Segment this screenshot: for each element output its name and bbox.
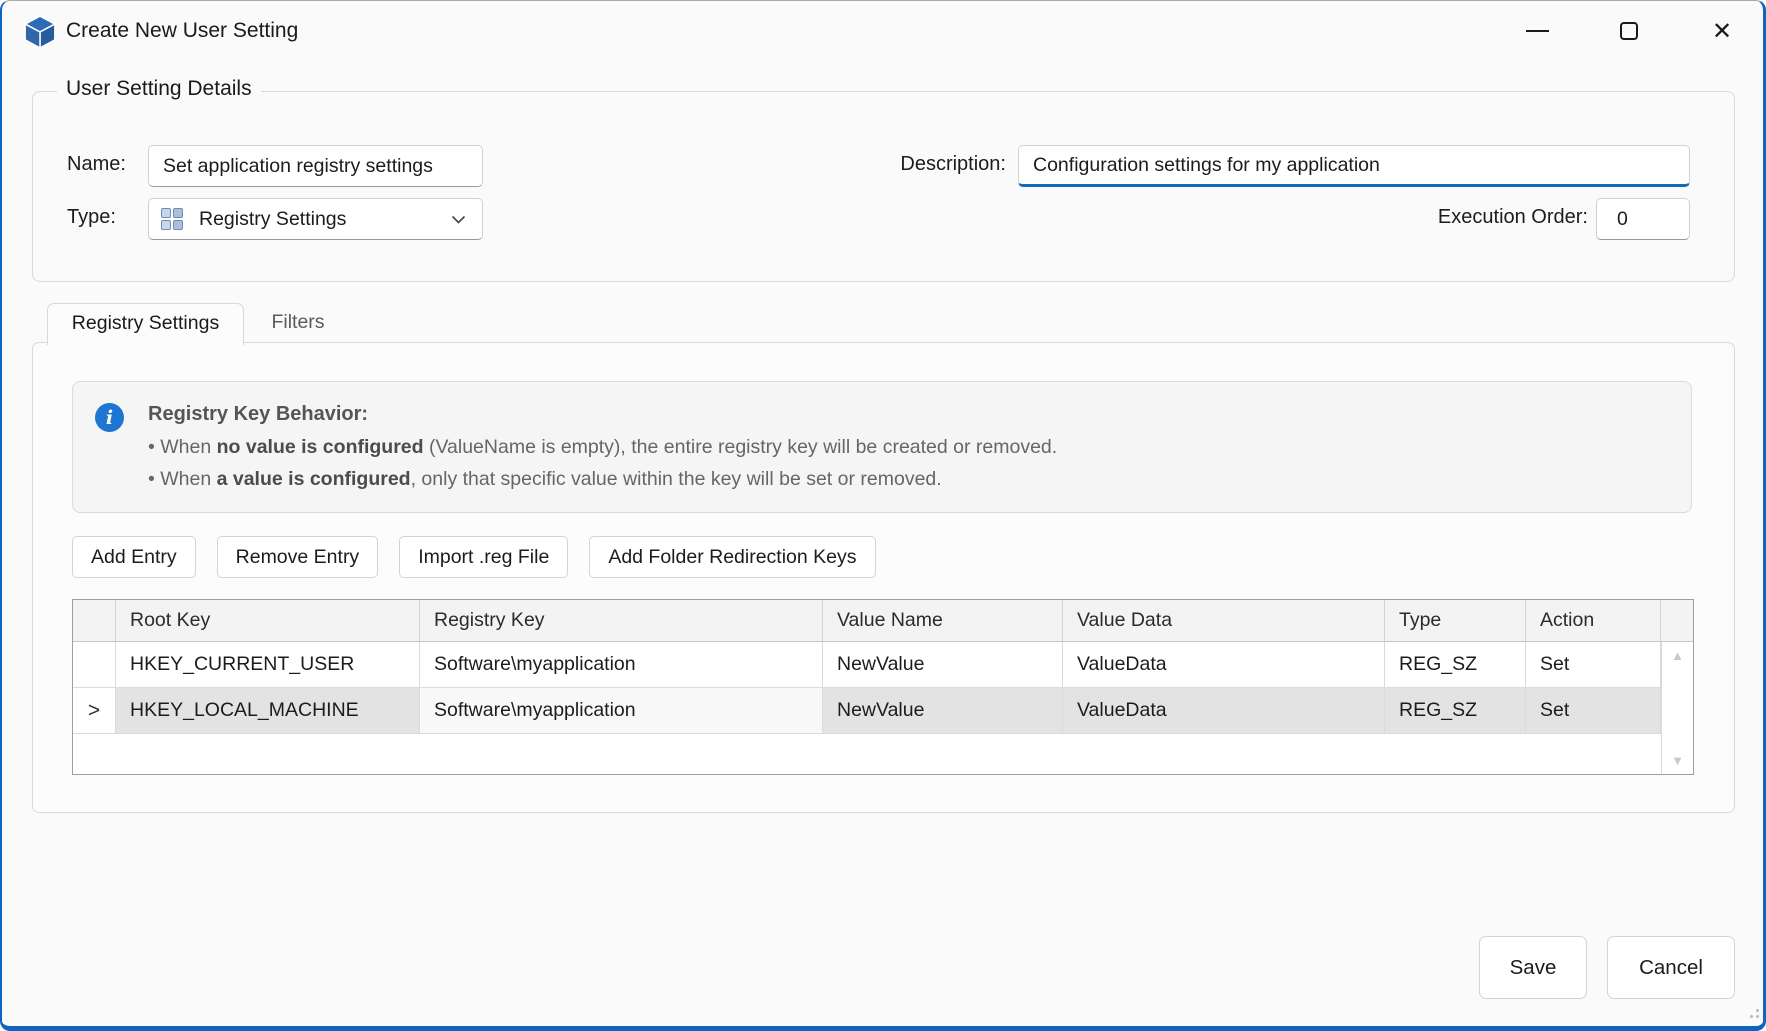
registry-type-icon (161, 208, 183, 230)
user-setting-details-group (32, 77, 1735, 282)
header-action[interactable]: Action (1526, 600, 1661, 642)
execution-order-label: Execution Order: (1437, 206, 1588, 228)
cell-registry-key[interactable]: Software\myapplication (420, 688, 823, 734)
scroll-up-icon[interactable]: ▲ (1671, 648, 1684, 663)
window-title: Create New User Setting (66, 19, 299, 42)
row2-selector[interactable] (73, 688, 116, 734)
minimize-button[interactable] (1514, 8, 1560, 54)
execution-order-input[interactable] (1596, 198, 1690, 240)
registry-behavior-infobox (72, 381, 1692, 513)
infobox-bullet-2: • When a value is configured, only that specific value within the key will be set or removed. (148, 468, 942, 490)
resize-grip[interactable] (1744, 1003, 1760, 1019)
infobox-bullet-1: • When no value is configured (ValueName is empty), the entire registry key will be created or removed. (148, 436, 1058, 458)
grid-toolbar (72, 536, 876, 578)
tab-registry-settings-label: Registry Settings (71, 312, 220, 334)
tab-filters-label: Filters (271, 311, 325, 333)
cell-registry-key[interactable]: Software\myapplication (420, 642, 823, 688)
name-input[interactable] (148, 145, 483, 187)
tab-filters[interactable] (244, 303, 352, 344)
import-reg-file-button[interactable]: Import .reg File (399, 536, 568, 578)
name-label: Name: (67, 153, 126, 175)
tab-registry-settings[interactable] (47, 303, 244, 345)
close-icon: ✕ (1711, 17, 1733, 45)
header-registry-key[interactable]: Registry Key (420, 600, 823, 642)
type-label: Type: (67, 206, 116, 228)
cell-type[interactable]: REG_SZ (1385, 688, 1526, 734)
minimize-icon (1526, 30, 1549, 32)
chevron-down-icon (451, 215, 466, 224)
cell-action[interactable]: Set (1526, 642, 1661, 688)
close-button[interactable] (1699, 8, 1745, 54)
info-icon: i (95, 403, 124, 432)
add-folder-redirection-keys-button[interactable]: Add Folder Redirection Keys (589, 536, 875, 578)
title-bar (2, 1, 1763, 61)
header-selector-cell (73, 600, 116, 642)
grid-empty-area (73, 734, 1661, 774)
cell-root-key[interactable]: HKEY_CURRENT_USER (116, 642, 420, 688)
grid-scrollbar[interactable] (1661, 642, 1693, 774)
infobox-title: Registry Key Behavior: (148, 403, 369, 425)
row1-selector[interactable] (73, 642, 116, 688)
type-selected-value: Registry Settings (199, 207, 347, 230)
header-root-key[interactable]: Root Key (116, 600, 420, 642)
maximize-button[interactable] (1606, 8, 1652, 54)
description-input[interactable] (1018, 145, 1690, 187)
add-entry-button[interactable]: Add Entry (72, 536, 196, 578)
registry-entries-grid (72, 599, 1694, 775)
header-type[interactable]: Type (1385, 600, 1526, 642)
remove-entry-button[interactable]: Remove Entry (217, 536, 379, 578)
cell-action[interactable]: Set (1526, 688, 1661, 734)
header-scrollbar-cell (1661, 600, 1693, 642)
maximize-icon (1620, 22, 1638, 40)
save-button[interactable]: Save (1479, 936, 1587, 999)
type-dropdown[interactable] (148, 198, 483, 240)
cell-type[interactable]: REG_SZ (1385, 642, 1526, 688)
cell-value-name[interactable]: NewValue (823, 688, 1063, 734)
cell-value-name[interactable]: NewValue (823, 642, 1063, 688)
description-label: Description: (900, 153, 1006, 175)
cancel-button[interactable]: Cancel (1607, 936, 1735, 999)
cell-value-data[interactable]: ValueData (1063, 642, 1385, 688)
group-legend: User Setting Details (57, 77, 261, 101)
cell-root-key[interactable]: HKEY_LOCAL_MACHINE (116, 688, 420, 734)
header-value-name[interactable]: Value Name (823, 600, 1063, 642)
selected-row-marker: > (87, 699, 101, 722)
app-cube-icon (22, 14, 58, 50)
header-value-data[interactable]: Value Data (1063, 600, 1385, 642)
cell-value-data[interactable]: ValueData (1063, 688, 1385, 734)
scroll-down-icon[interactable]: ▼ (1671, 753, 1684, 768)
